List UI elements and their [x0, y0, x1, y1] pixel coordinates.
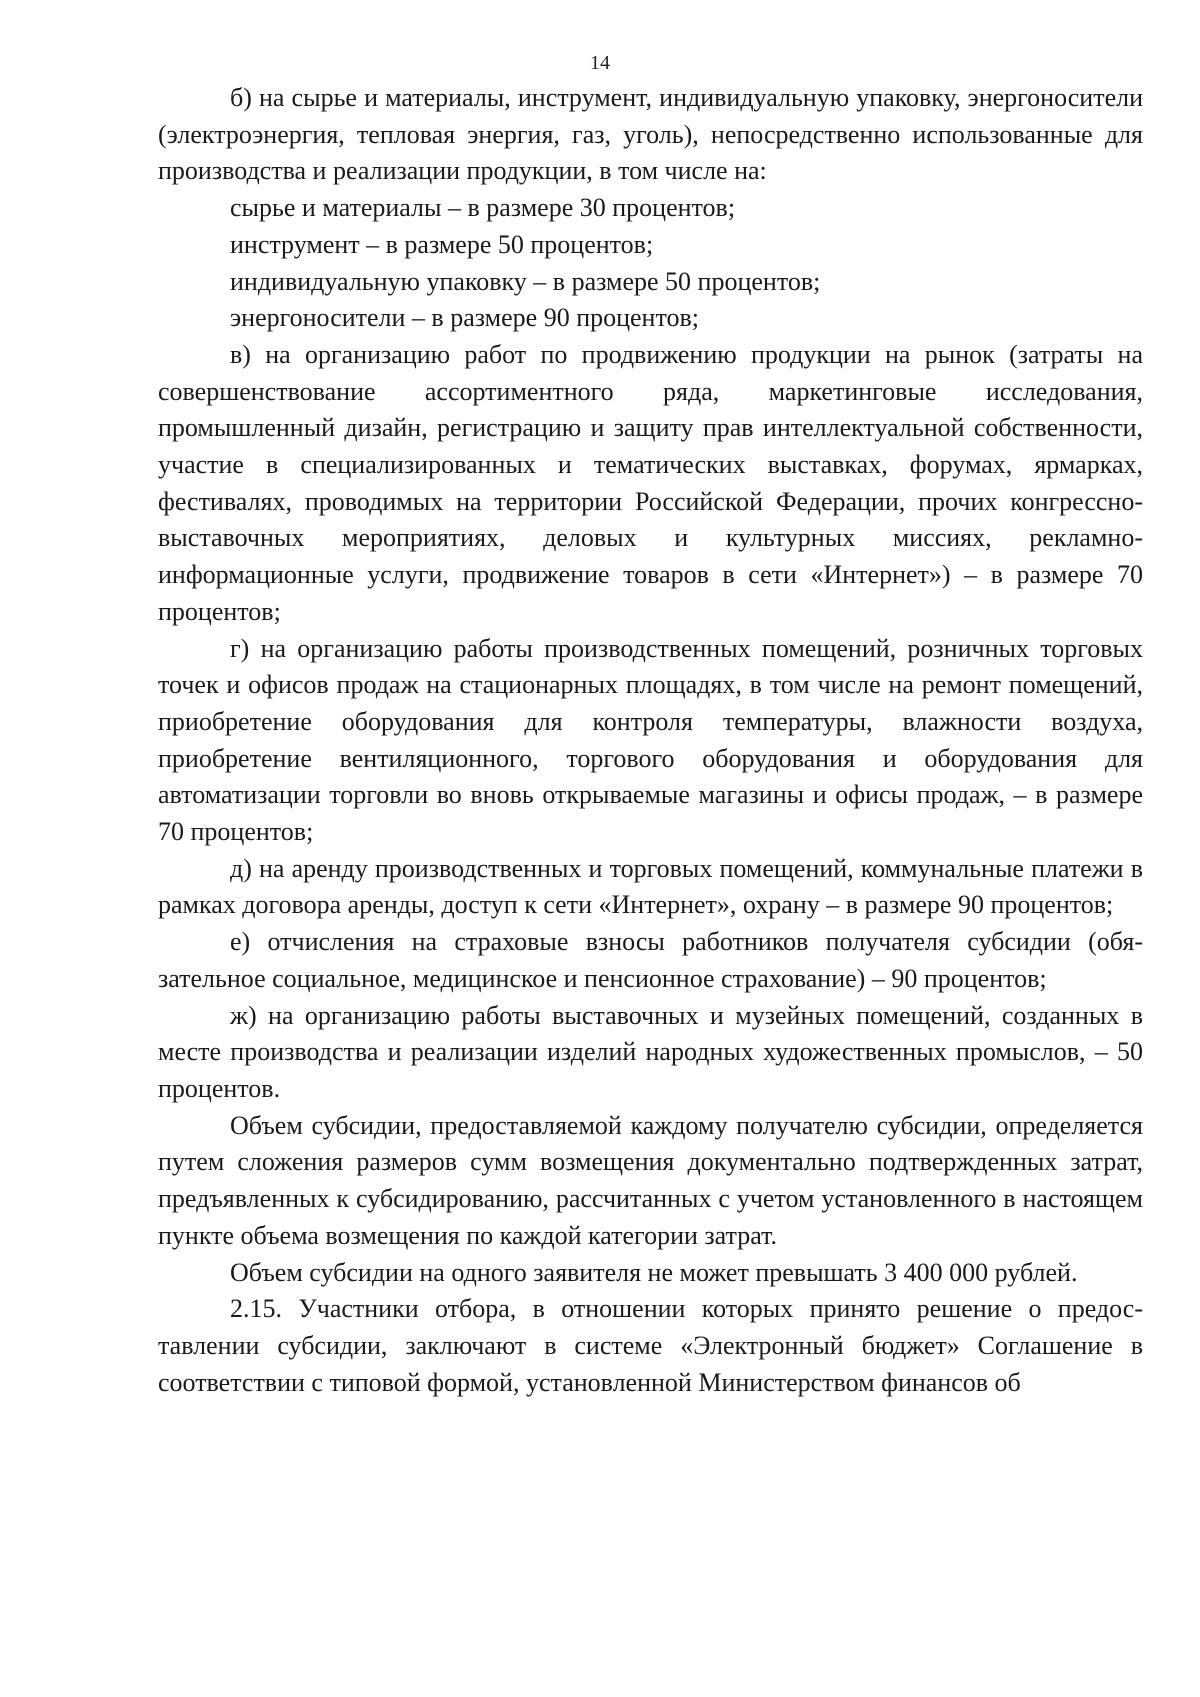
paragraph-b: б) на сырье и материалы, инструмент, индивидуальную упаковку, энергоносители (электроэнергия, тепловая энергия, газ, уголь), непосредственно использованные для производства и реализации продукции, в том числе на: [158, 83, 1143, 186]
paragraph-v: в) на организацию работ по продвижению продукции на рынок (затраты на совершенствование ассортиментного ряда, маркетинговые исследования, промышленный дизайн, регистрацию и защиту прав интеллектуальной собственности, участие в специализированных и тематических выставках, форумах, ярмарках, фестивалях, проводимых на территории Российской Федерации, прочих конгрессно-выставочных мероприятиях, деловых и культурных миссиях, рекламно-информационные услуги, продвижение товаров в сети «Интернет») – в размере 70 процентов; [158, 339, 1143, 626]
paragraph-e: е) отчисления на страховые взносы работников получателя субсидии (обязательное социальное, медицинское и пенсионное страхование) – 90 процентов; [158, 927, 1143, 993]
paragraph-g: г) на организацию работы производственных помещений, розничных торговых точек и офисов продаж на стационарных площадях, в том числе на ремонт помещений, приобретение оборудования для контроля температуры, влажности воздуха, приобретение вентиляционного, торгового оборудования и оборудования для автоматизации торговли во вновь открываемые магазины и офисы продаж, – в размере 70 процентов; [158, 633, 1143, 847]
list-item-tools: инструмент – в размере 50 процентов; [230, 229, 654, 259]
paragraph-zh: ж) на организацию работы выставочных и музейных помещений, созданных в месте производства и реализации изделий народных художественных промыслов, – 50 процентов. [158, 1000, 1143, 1103]
list-item-energy: энергоносители – в размере 90 процентов; [230, 303, 699, 333]
document-body [158, 80, 1143, 1401]
page-number: 14 [590, 52, 610, 74]
list-item-packaging: индивидуальную упаковку – в размере 50 процентов; [230, 266, 821, 296]
list-item-raw-materials: сырье и материалы – в размере 30 процентов; [230, 193, 736, 223]
paragraph-subsidy-limit: Объем субсидии на одного заявителя не может превышать 3 400 000 рублей. [230, 1257, 1078, 1287]
paragraph-2-15: 2.15. Участники отбора, в отношении которых принято решение о предоставлении субсидии, заключают в системе «Электронный бюджет» Соглашение в соответствии с типовой формой, установленной Министерством финансов об [158, 1294, 1143, 1397]
paragraph-subsidy-volume: Объем субсидии, предоставляемой каждому получателю субсидии, определяется путем сложения размеров сумм возмещения документально подтвержденных затрат, предъявленных к субсидированию, рассчитанных с учетом установленного в настоящем пункте объема возмещения по каждой категории затрат. [158, 1110, 1143, 1250]
paragraph-d: д) на аренду производственных и торговых помещений, коммунальные платежи в рамках договора аренды, доступ к сети «Интернет», охрану – в размере 90 процентов; [158, 853, 1143, 920]
